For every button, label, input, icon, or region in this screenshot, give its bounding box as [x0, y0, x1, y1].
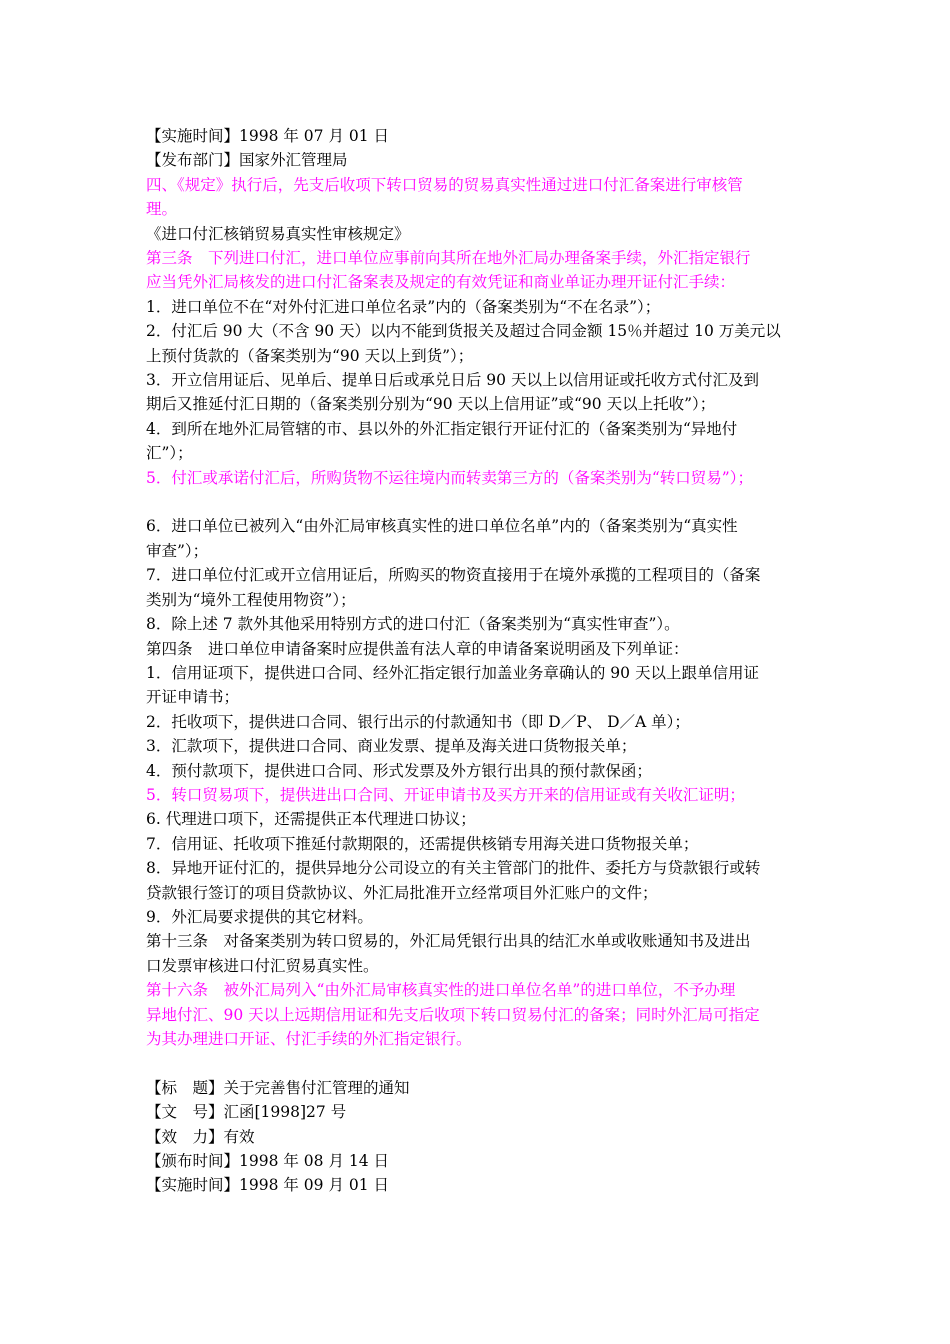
list-item-line: 1．信用证项下，提供进口合同、经外汇指定银行加盖业务章确认的 90 天以上跟单信用证 [146, 663, 759, 682]
section-four-line: 理。 [146, 200, 178, 219]
article-thirteen-line: 第十三条 对备案类别为转口贸易的，外汇局凭银行出具的结汇水单或收账通知书及进出 [146, 932, 751, 951]
list-item-line: 3．汇款项下，提供进口合同、商业发票、提单及海关进口货物报关单； [146, 737, 637, 756]
list-item-line: 9．外汇局要求提供的其它材料。 [146, 907, 373, 926]
list-item-line-highlighted: 5．付汇或承诺付汇后，所购货物不运往境内而转卖第三方的（备案类别为“转口贸易”）； [146, 468, 753, 487]
meta-effective-date: 【实施时间】1998 年 07 月 01 日 [146, 127, 390, 145]
meta-validity: 【效 力】有效 [146, 1127, 255, 1146]
list-item-line: 开证申请书； [146, 688, 240, 707]
list-item-line: 贷款银行签订的项目贷款协议、外汇局批准开立经常项目外汇账户的文件； [146, 883, 658, 902]
article-three-line: 应当凭外汇局核发的进口付汇备案表及规定的有效凭证和商业单证办理开证付汇手续： [146, 273, 736, 292]
document-body [146, 124, 816, 1198]
list-item-line: 审查”）； [146, 541, 209, 560]
list-item-line: 4．预付款项下，提供进口合同、形式发票及外方银行出具的预付款保函； [146, 761, 652, 780]
list-item-line: 汇”）； [146, 444, 193, 463]
list-item-line: 上预付货款的（备案类别为“90 天以上到货”）； [146, 346, 474, 365]
list-item-line: 8．除上述 7 款外其他采用特别方式的进口付汇（备案类别为“真实性审查”）。 [146, 615, 680, 634]
regulation-title: 《进口付汇核销贸易真实性审核规定》 [146, 224, 410, 243]
list-item-line: 8．异地开证付汇的，提供异地分公司设立的有关主管部门的批件、委托方与贷款银行或转 [146, 859, 761, 878]
meta-promulgation-date: 【颁布时间】1998 年 08 月 14 日 [146, 1152, 390, 1171]
list-item-line: 4．到所在地外汇局管辖的市、县以外的外汇指定银行开证付汇的（备案类别为“异地付 [146, 419, 738, 438]
article-thirteen-line: 口发票审核进口付汇贸易真实性。 [146, 956, 379, 975]
list-item-line-highlighted: 5．转口贸易项下，提供进出口合同、开证申请书及买方开来的信用证或有关收汇证明； [146, 785, 745, 804]
list-item-line: 6. 代理进口项下，还需提供正本代理进口协议； [146, 810, 476, 829]
article-sixteen-line: 异地付汇、90 天以上远期信用证和先支后收项下转口贸易付汇的备案；同时外汇局可指定 [146, 1005, 760, 1024]
meta-issuing-department: 【发布部门】国家外汇管理局 [146, 151, 348, 170]
article-three-line: 第三条 下列进口付汇，进口单位应事前向其所在地外汇局办理备案手续，外汇指定银行 [146, 249, 751, 268]
list-item-line: 类别为“境外工程使用物资”）； [146, 590, 356, 609]
blank-line [146, 490, 816, 514]
blank-line [146, 1051, 816, 1075]
list-item-line: 6．进口单位已被列入“由外汇局审核真实性的进口单位名单”内的（备案类别为“真实性 [146, 517, 738, 536]
list-item-line: 2．付汇后 90 大（不含 90 天）以内不能到货报关及超过合同金额 15％并超过 10 万美元以 [146, 322, 781, 341]
article-four-heading: 第四条 进口单位申请备案时应提供盖有法人章的申请备案说明函及下列单证： [146, 639, 689, 658]
article-sixteen-line: 第十六条 被外汇局列入“由外汇局审核真实性的进口单位名单”的进口单位，不予办理 [146, 981, 736, 1000]
list-item-line: 7．进口单位付汇或开立信用证后，所购买的物资直接用于在境外承揽的工程项目的（备案 [146, 566, 761, 585]
section-four-line: 四、《规定》执行后，先支后收项下转口贸易的贸易真实性通过进口付汇备案进行审核管 [146, 175, 743, 194]
article-sixteen-line: 为其办理进口开证、付汇手续的外汇指定银行。 [146, 1030, 472, 1049]
meta-effective-date: 【实施时间】1998 年 09 月 01 日 [146, 1176, 390, 1195]
list-item-line: 3．开立信用证后、见单后、提单日后或承兑日后 90 天以上以信用证或托收方式付汇及到 [146, 371, 759, 390]
meta-document-number: 【文 号】汇函[1998]27 号 [146, 1103, 347, 1122]
list-item-line: 1．进口单位不在“对外付汇进口单位名录”内的（备案类别为“不在名录”）； [146, 297, 661, 316]
meta-title: 【标 题】关于完善售付汇管理的通知 [146, 1078, 410, 1097]
list-item-line: 2．托收项下，提供进口合同、银行出示的付款通知书（即 D／P、 D／A 单）； [146, 712, 690, 731]
list-item-line: 期后又推延付汇日期的（备案类别分别为“90 天以上信用证”或“90 天以上托收”）； [146, 395, 716, 414]
list-item-line: 7．信用证、托收项下推延付款期限的，还需提供核销专用海关进口货物报关单； [146, 834, 699, 853]
